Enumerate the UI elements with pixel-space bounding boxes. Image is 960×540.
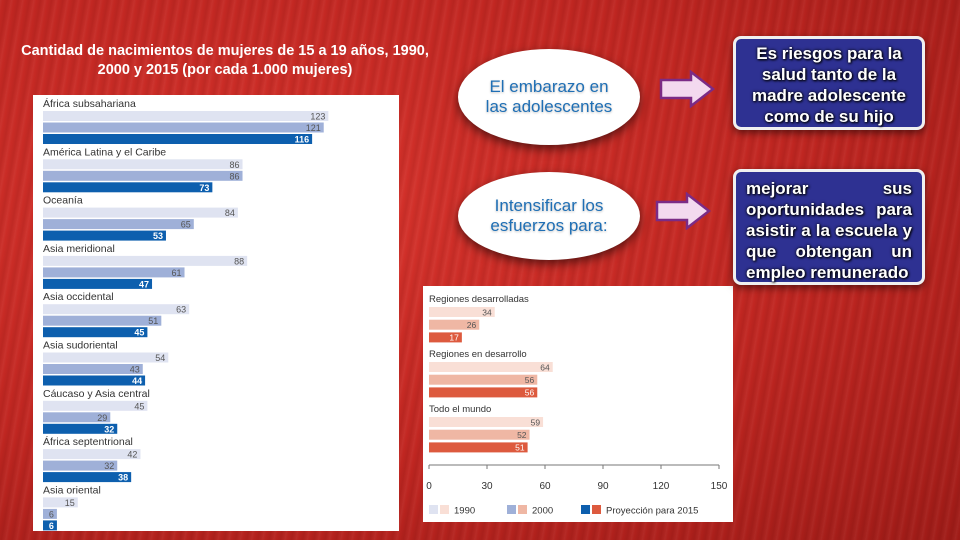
health-risk-text: Es riesgos para la salud tanto de la madre adolescente como de su hijo xyxy=(751,44,906,126)
regional-bar-chart-svg xyxy=(33,95,399,531)
bar-2015 xyxy=(43,376,145,386)
bar-1990 xyxy=(43,256,247,266)
data-label: 44 xyxy=(132,376,143,386)
category-label: Asia oriental xyxy=(43,484,101,497)
chart-title: Cantidad de nacimientos de mujeres de 15 a 19 años, 1990, 2000 y 2015 (por cada 1.000 mujeres) xyxy=(21,43,429,78)
opportunities-box xyxy=(733,169,925,285)
legend-swatch-blue xyxy=(507,505,516,514)
bar-2015 xyxy=(429,442,528,452)
data-label: 42 xyxy=(127,449,138,460)
legend-swatch-blue xyxy=(429,505,438,514)
category-label: Cáucaso y Asia central xyxy=(43,387,150,400)
bar-2000 xyxy=(43,171,243,181)
global-bar-chart-svg xyxy=(423,286,733,522)
bar-2000 xyxy=(43,316,161,326)
data-label: 86 xyxy=(229,171,240,182)
data-label: 123 xyxy=(310,111,326,122)
data-label: 54 xyxy=(155,353,166,363)
data-label: 26 xyxy=(466,320,477,330)
bar-1990 xyxy=(43,159,243,169)
data-label: 6 xyxy=(48,520,54,531)
data-label: 59 xyxy=(530,417,541,428)
x-tick-label: 120 xyxy=(652,481,670,492)
data-label: 53 xyxy=(152,231,163,242)
data-label: 64 xyxy=(540,362,550,373)
data-label: 6 xyxy=(48,509,54,520)
bar-2015 xyxy=(43,134,312,144)
intensify-efforts-oval xyxy=(458,172,640,260)
bar-2000 xyxy=(43,364,143,374)
x-tick-label: 60 xyxy=(539,481,551,492)
bar-1990 xyxy=(43,111,328,121)
data-label: 32 xyxy=(104,424,115,435)
health-risk-box xyxy=(733,36,925,130)
right-arrow-icon xyxy=(655,192,711,230)
category-label: América Latina y el Caribe xyxy=(43,146,167,159)
category-label: Asia meridional xyxy=(43,242,115,255)
data-label: 47 xyxy=(139,279,150,290)
category-label: Asia sudoriental xyxy=(43,339,118,352)
teen-pregnancy-label: El embarazo en las adolescentes xyxy=(485,77,613,116)
bar-1990 xyxy=(429,417,543,427)
data-label: 29 xyxy=(97,412,108,423)
data-label: 73 xyxy=(199,182,210,193)
data-label: 52 xyxy=(517,430,527,440)
bar-2000 xyxy=(429,375,537,385)
bar-1990 xyxy=(429,362,553,372)
data-label: 15 xyxy=(64,497,75,508)
category-label: Regiones desarrolladas xyxy=(429,294,529,305)
category-label: Regiones en desarrollo xyxy=(429,349,527,360)
x-tick-label: 30 xyxy=(481,481,493,492)
opportunities-text: mejorar sus oportunidades para asistir a la escuela y que obtengan un empleo remunerado xyxy=(746,179,912,282)
right-arrow-icon xyxy=(659,70,715,108)
legend-swatch-red xyxy=(440,505,449,514)
bar-2015 xyxy=(43,231,166,241)
data-label: 32 xyxy=(104,461,115,472)
legend-swatch-red xyxy=(518,505,527,514)
data-label: 56 xyxy=(524,375,535,385)
category-label: Asia occidental xyxy=(43,291,114,304)
regional-bar-chart xyxy=(33,95,399,531)
bar-1990 xyxy=(43,401,147,411)
x-tick-label: 0 xyxy=(426,481,432,492)
data-label: 56 xyxy=(524,387,535,398)
bar-1990 xyxy=(43,304,189,314)
bar-2000 xyxy=(429,430,530,440)
bar-1990 xyxy=(43,208,238,218)
data-label: 63 xyxy=(176,304,187,315)
legend-label: 1990 xyxy=(454,505,476,517)
data-label: 17 xyxy=(449,332,459,343)
data-label: 65 xyxy=(180,219,191,230)
bar-2000 xyxy=(43,267,185,277)
data-label: 43 xyxy=(129,364,140,375)
bar-2015 xyxy=(43,279,152,289)
legend-swatch-red xyxy=(592,505,601,514)
bar-1990 xyxy=(43,353,168,363)
bar-2000 xyxy=(43,123,324,133)
data-label: 38 xyxy=(118,472,129,483)
data-label: 51 xyxy=(148,316,159,327)
data-label: 86 xyxy=(229,159,240,170)
data-label: 121 xyxy=(305,123,321,133)
x-tick-label: 90 xyxy=(597,481,609,492)
category-label: África subsahariana xyxy=(43,98,136,110)
category-label: África septentrional xyxy=(43,436,133,449)
legend-label: Proyección para 2015 xyxy=(606,505,699,517)
bar-2015 xyxy=(429,387,537,397)
teen-pregnancy-oval xyxy=(458,49,640,145)
legend-swatch-blue xyxy=(581,505,590,514)
data-label: 51 xyxy=(515,442,525,453)
category-label: Todo el mundo xyxy=(429,404,492,415)
data-label: 45 xyxy=(134,327,145,338)
data-label: 88 xyxy=(234,256,245,267)
x-tick-label: 150 xyxy=(710,481,728,492)
category-label: Oceanía xyxy=(43,194,83,207)
data-label: 84 xyxy=(224,208,235,219)
legend-label: 2000 xyxy=(532,505,554,517)
bar-2015 xyxy=(43,182,212,192)
global-bar-chart xyxy=(423,286,733,522)
data-label: 34 xyxy=(482,307,492,318)
data-label: 116 xyxy=(294,134,310,145)
data-label: 45 xyxy=(134,401,145,412)
data-label: 61 xyxy=(171,267,182,278)
intensify-efforts-label: Intensificar los esfuerzos para: xyxy=(490,196,608,235)
bar-2000 xyxy=(43,219,194,229)
bar-2015 xyxy=(43,327,147,337)
bar-1990 xyxy=(43,449,140,459)
